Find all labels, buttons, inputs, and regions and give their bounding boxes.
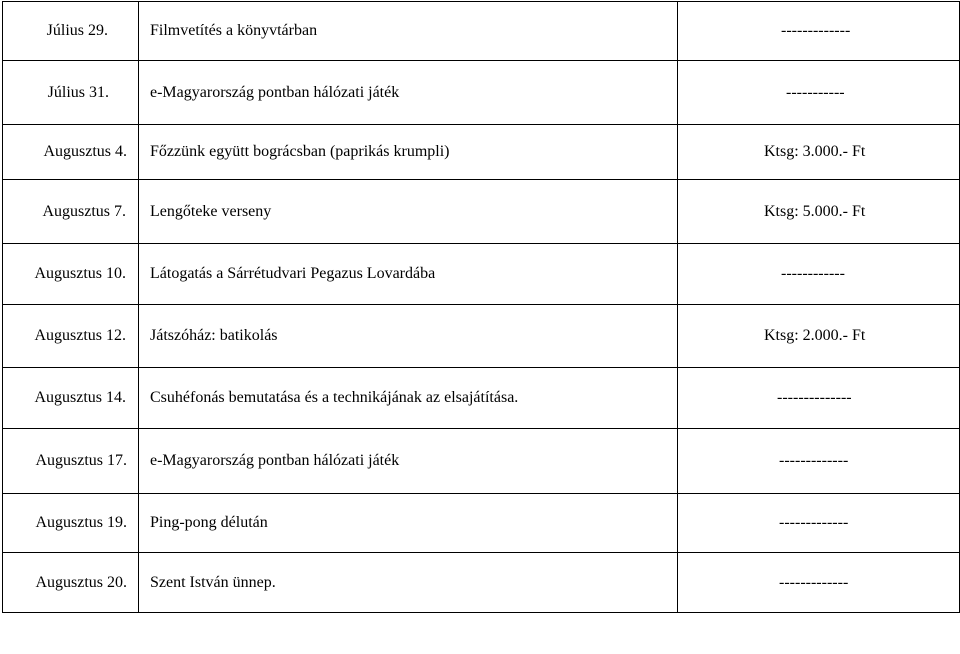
cost-cell: Ktsg: 5.000.- Ft xyxy=(678,180,960,244)
event-cell: Csuhéfonás bemutatása és a technikájának az elsajátítása. xyxy=(139,368,678,429)
date-cell: Augusztus 20. xyxy=(3,553,139,613)
table-row xyxy=(3,2,960,61)
table-row xyxy=(3,368,960,429)
table-row xyxy=(3,61,960,125)
table-row xyxy=(3,553,960,613)
date-cell: Augusztus 7. xyxy=(3,180,139,244)
cost-cell: ----------- xyxy=(678,61,960,125)
date-cell: Augusztus 14. xyxy=(3,368,139,429)
event-schedule-table xyxy=(2,1,960,613)
cost-cell: -------------- xyxy=(678,368,960,429)
date-cell: Július 29. xyxy=(3,2,139,61)
event-cell: e-Magyarország pontban hálózati játék xyxy=(139,429,678,494)
cost-cell: ------------- xyxy=(678,553,960,613)
cost-cell: Ktsg: 2.000.- Ft xyxy=(678,305,960,368)
date-cell: Július 31. xyxy=(3,61,139,125)
date-cell: Augusztus 12. xyxy=(3,305,139,368)
event-cell: Ping-pong délután xyxy=(139,494,678,553)
event-cell: Szent István ünnep. xyxy=(139,553,678,613)
date-cell: Augusztus 10. xyxy=(3,244,139,305)
cost-cell: Ktsg: 3.000.- Ft xyxy=(678,125,960,180)
table-row xyxy=(3,180,960,244)
date-cell: Augusztus 4. xyxy=(3,125,139,180)
table-row xyxy=(3,244,960,305)
event-cell: Főzzünk együtt bográcsban (paprikás krumpli) xyxy=(139,125,678,180)
event-cell: Látogatás a Sárrétudvari Pegazus Lovardába xyxy=(139,244,678,305)
cost-cell: ------------- xyxy=(678,2,960,61)
event-cell: e-Magyarország pontban hálózati játék xyxy=(139,61,678,125)
table-row xyxy=(3,125,960,180)
cost-cell: ------------ xyxy=(678,244,960,305)
cost-cell: ------------- xyxy=(678,429,960,494)
event-cell: Filmvetítés a könyvtárban xyxy=(139,2,678,61)
table-row xyxy=(3,305,960,368)
cost-cell: ------------- xyxy=(678,494,960,553)
table-row xyxy=(3,429,960,494)
event-cell: Lengőteke verseny xyxy=(139,180,678,244)
date-cell: Augusztus 19. xyxy=(3,494,139,553)
date-cell: Augusztus 17. xyxy=(3,429,139,494)
event-cell: Játszóház: batikolás xyxy=(139,305,678,368)
table-row xyxy=(3,494,960,553)
